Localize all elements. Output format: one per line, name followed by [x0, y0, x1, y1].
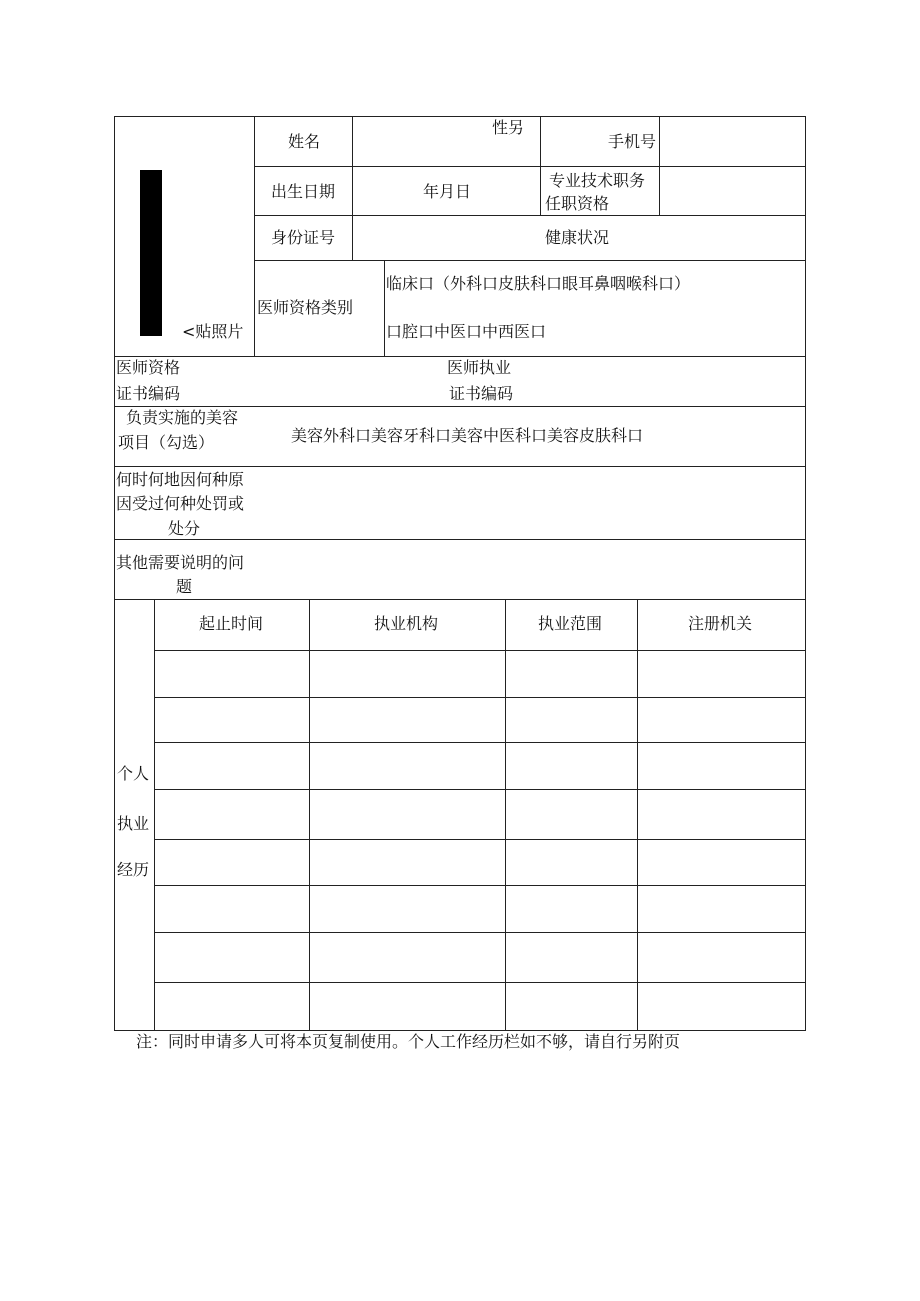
- divider: [254, 166, 806, 167]
- phone-label: 手机号: [608, 132, 657, 151]
- exp-header-registrar: 注册机关: [688, 614, 753, 633]
- divider: [254, 215, 806, 216]
- exp-header-scope: 执业范围: [538, 614, 603, 633]
- beauty-label-line2: 项目（勾选）: [118, 433, 215, 452]
- divider: [154, 599, 155, 1031]
- other-label-line1: 其他需要说明的问: [116, 553, 245, 572]
- divider: [114, 539, 806, 540]
- exp-label-line2: 执业: [117, 814, 150, 833]
- divider: [154, 650, 806, 651]
- divider: [309, 599, 310, 1031]
- qual-type-line2: 口腔口中医口中西医口: [386, 322, 547, 341]
- practice-label-line1: 医师执业: [447, 358, 512, 377]
- form-border-left: [114, 116, 115, 1031]
- divider: [114, 599, 806, 600]
- form-border-top: [114, 116, 806, 117]
- qual-type-line1: 临床口（外科口皮肤科口眼耳鼻咽喉科口）: [386, 274, 691, 293]
- qual-type-label: 医师资格类别: [257, 298, 354, 317]
- cert-label-line2: 证书编码: [116, 384, 181, 403]
- gender-label: 性另: [492, 118, 525, 137]
- divider: [384, 260, 385, 356]
- practice-label-line2: 证书编码: [449, 384, 514, 403]
- title-label-line1: 专业技术职务: [549, 171, 646, 190]
- cert-label-line1: 医师资格: [116, 358, 181, 377]
- divider: [154, 982, 806, 983]
- divider: [154, 697, 806, 698]
- beauty-options: 美容外科口美容牙科口美容中医科口美容皮肤科口: [291, 426, 644, 445]
- exp-label-line1: 个人: [117, 764, 150, 783]
- divider: [254, 260, 806, 261]
- form-border-right: [805, 116, 806, 1031]
- exp-header-period: 起止时间: [199, 614, 264, 633]
- form-border-bottom: [114, 1030, 806, 1031]
- divider: [154, 932, 806, 933]
- divider: [114, 466, 806, 467]
- divider: [114, 356, 806, 357]
- photo-placeholder-bar: [140, 170, 162, 336]
- penalty-label-line1: 何时何地因何种原: [116, 470, 245, 489]
- exp-label-line3: 经历: [117, 860, 150, 879]
- divider: [637, 599, 638, 1031]
- birth-label: 出生日期: [271, 182, 336, 201]
- title-label-line2: 任职资格: [545, 194, 610, 213]
- beauty-label-line1: 负责实施的美容: [126, 408, 239, 427]
- divider: [505, 599, 506, 1031]
- divider: [154, 789, 806, 790]
- divider: [154, 742, 806, 743]
- photo-label: <贴照片: [182, 322, 244, 341]
- divider: [154, 839, 806, 840]
- birth-value: 年月日: [423, 182, 472, 201]
- name-label: 姓名: [288, 132, 321, 151]
- divider: [114, 406, 806, 407]
- penalty-label-line2: 因受过何种处罚或: [116, 494, 245, 513]
- exp-header-institution: 执业机构: [374, 614, 439, 633]
- id-label: 身份证号: [271, 228, 336, 247]
- health-label: 健康状况: [545, 228, 610, 247]
- penalty-label-line3: 处分: [168, 519, 201, 538]
- other-label-line2: 题: [176, 577, 193, 596]
- divider: [154, 885, 806, 886]
- divider: [352, 116, 353, 260]
- divider: [254, 116, 255, 356]
- footnote: 注：同时申请多人可将本页复制使用。个人工作经历栏如不够，请自行另附页: [136, 1032, 681, 1051]
